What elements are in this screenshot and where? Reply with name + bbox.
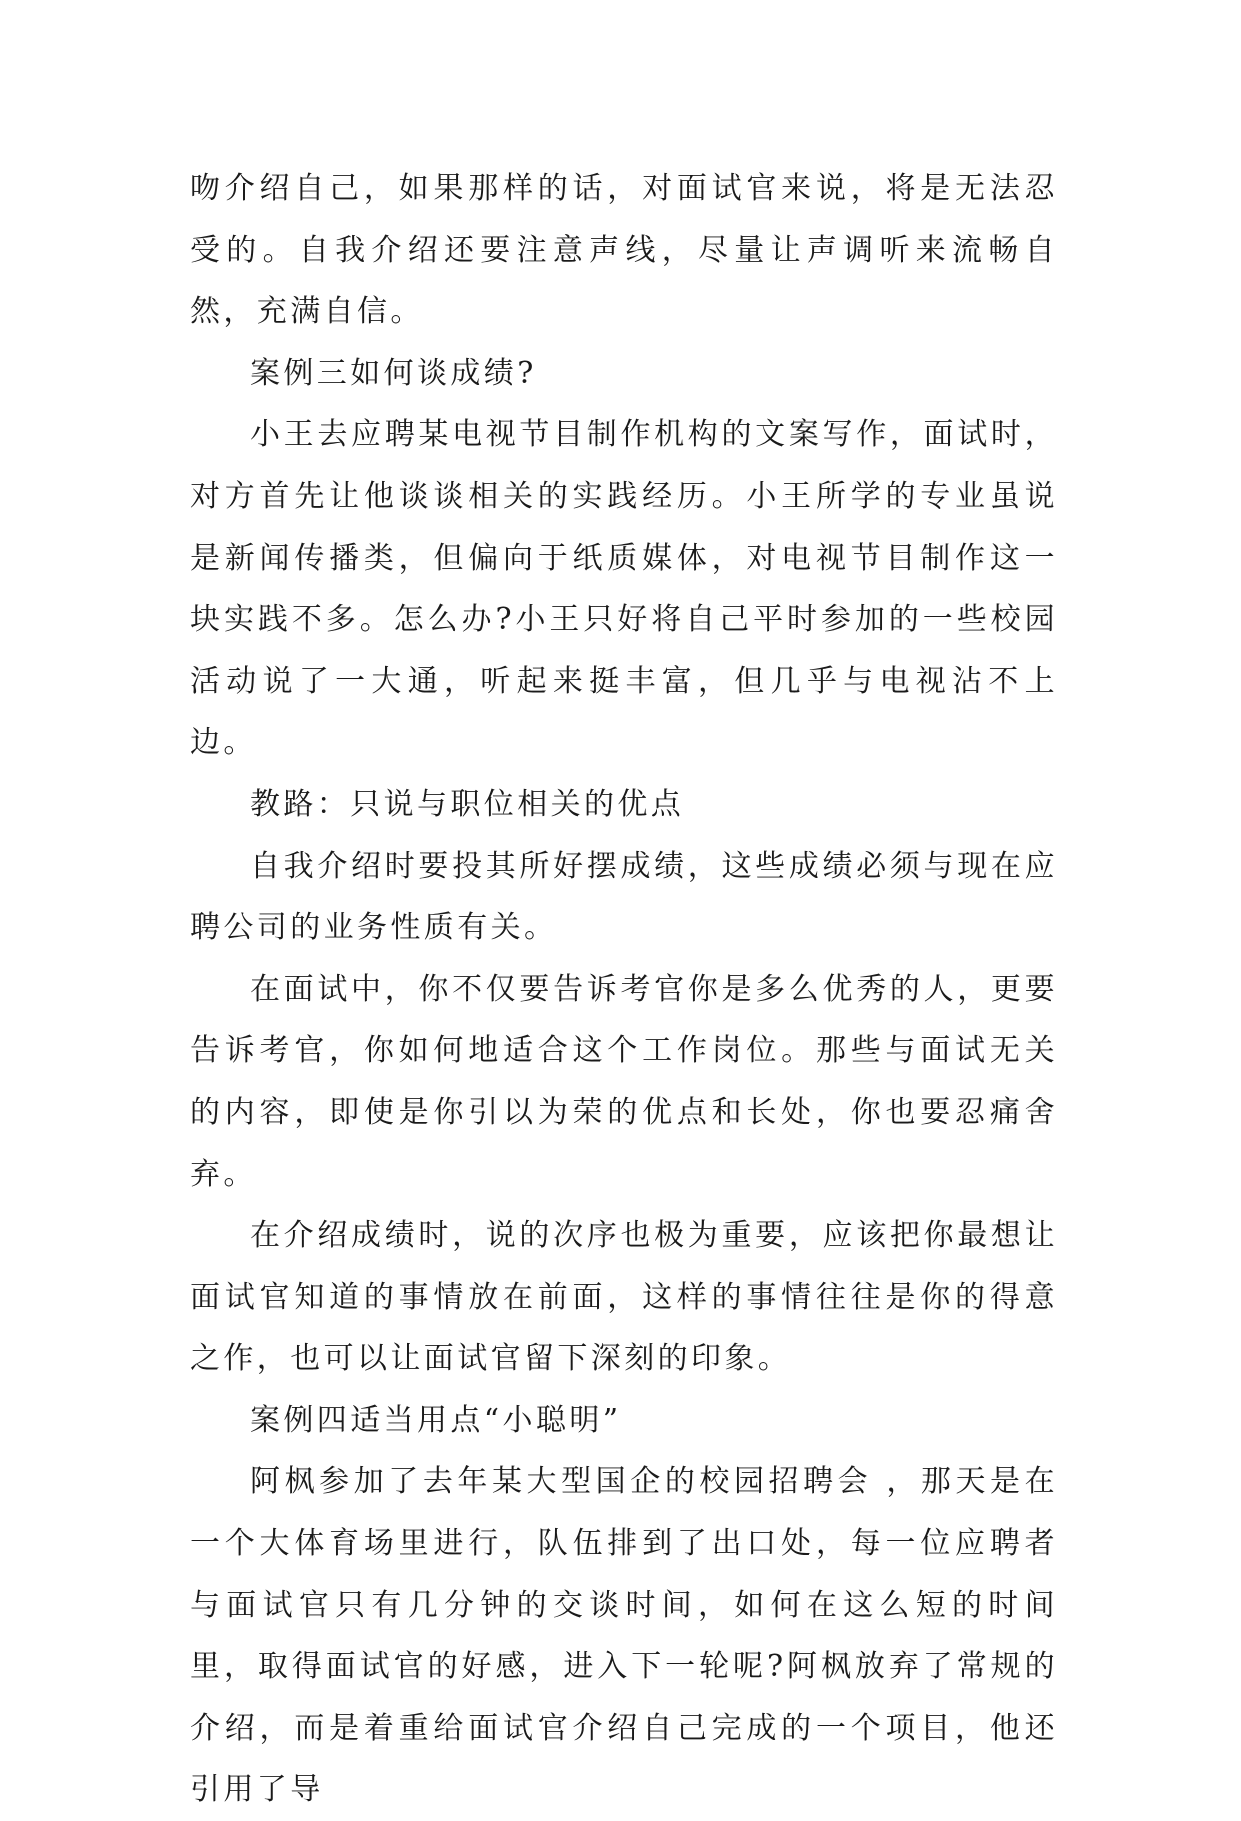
paragraph: 在面试中，你不仅要告诉考官你是多么优秀的人，更要告诉考官，你如何地适合这个工作岗位。那些与面试无关的内容，即使是你引以为荣的优点和长处，你也要忍痛舍弃。 (190, 971, 1058, 1192)
paragraph: 阿枫参加了去年某大型国企的校园招聘会 ，那天是在一个大体育场里进行，队伍排到了出口处，每一位应聘者与面试官只有几分钟的交谈时间，如何在这么短的时间里，取得面试官的好感，进入下一轮呢?阿枫放弃了常规的介绍，而是着重给面试官介绍自己完成的一个项目，他还引用了导 (190, 1464, 1058, 1808)
case-four-heading: 案例四适当用点“小聪明” (250, 1402, 622, 1438)
tip-heading: 教路：只说与职位相关的优点 (250, 786, 685, 822)
paragraph: 在介绍成绩时，说的次序也极为重要，应该把你最想让面试官知道的事情放在前面，这样的事情往往是你的得意之作，也可以让面试官留下深刻的印象。 (190, 1218, 1058, 1377)
paragraph: 小王去应聘某电视节目制作机构的文案写作，面试时，对方首先让他谈谈相关的实践经历。小王所学的专业虽说是新闻传播类，但偏向于纸质媒体，对电视节目制作这一块实践不多。怎么办?小王只好将自己平时参加的一些校园活动说了一大通，听起来挺丰富，但几乎与电视沾不上边。 (190, 417, 1058, 761)
paragraph: 自我介绍时要投其所好摆成绩，这些成绩必须与现在应聘公司的业务性质有关。 (190, 848, 1058, 946)
case-three-heading: 案例三如何谈成绩? (250, 355, 537, 391)
paragraph-continuation: 吻介绍自己，如果那样的话，对面试官来说，将是无法忍受的。自我介绍还要注意声线，尽量让声调听来流畅自然，充满自信。 (190, 171, 1058, 330)
document-body (190, 158, 1058, 1821)
